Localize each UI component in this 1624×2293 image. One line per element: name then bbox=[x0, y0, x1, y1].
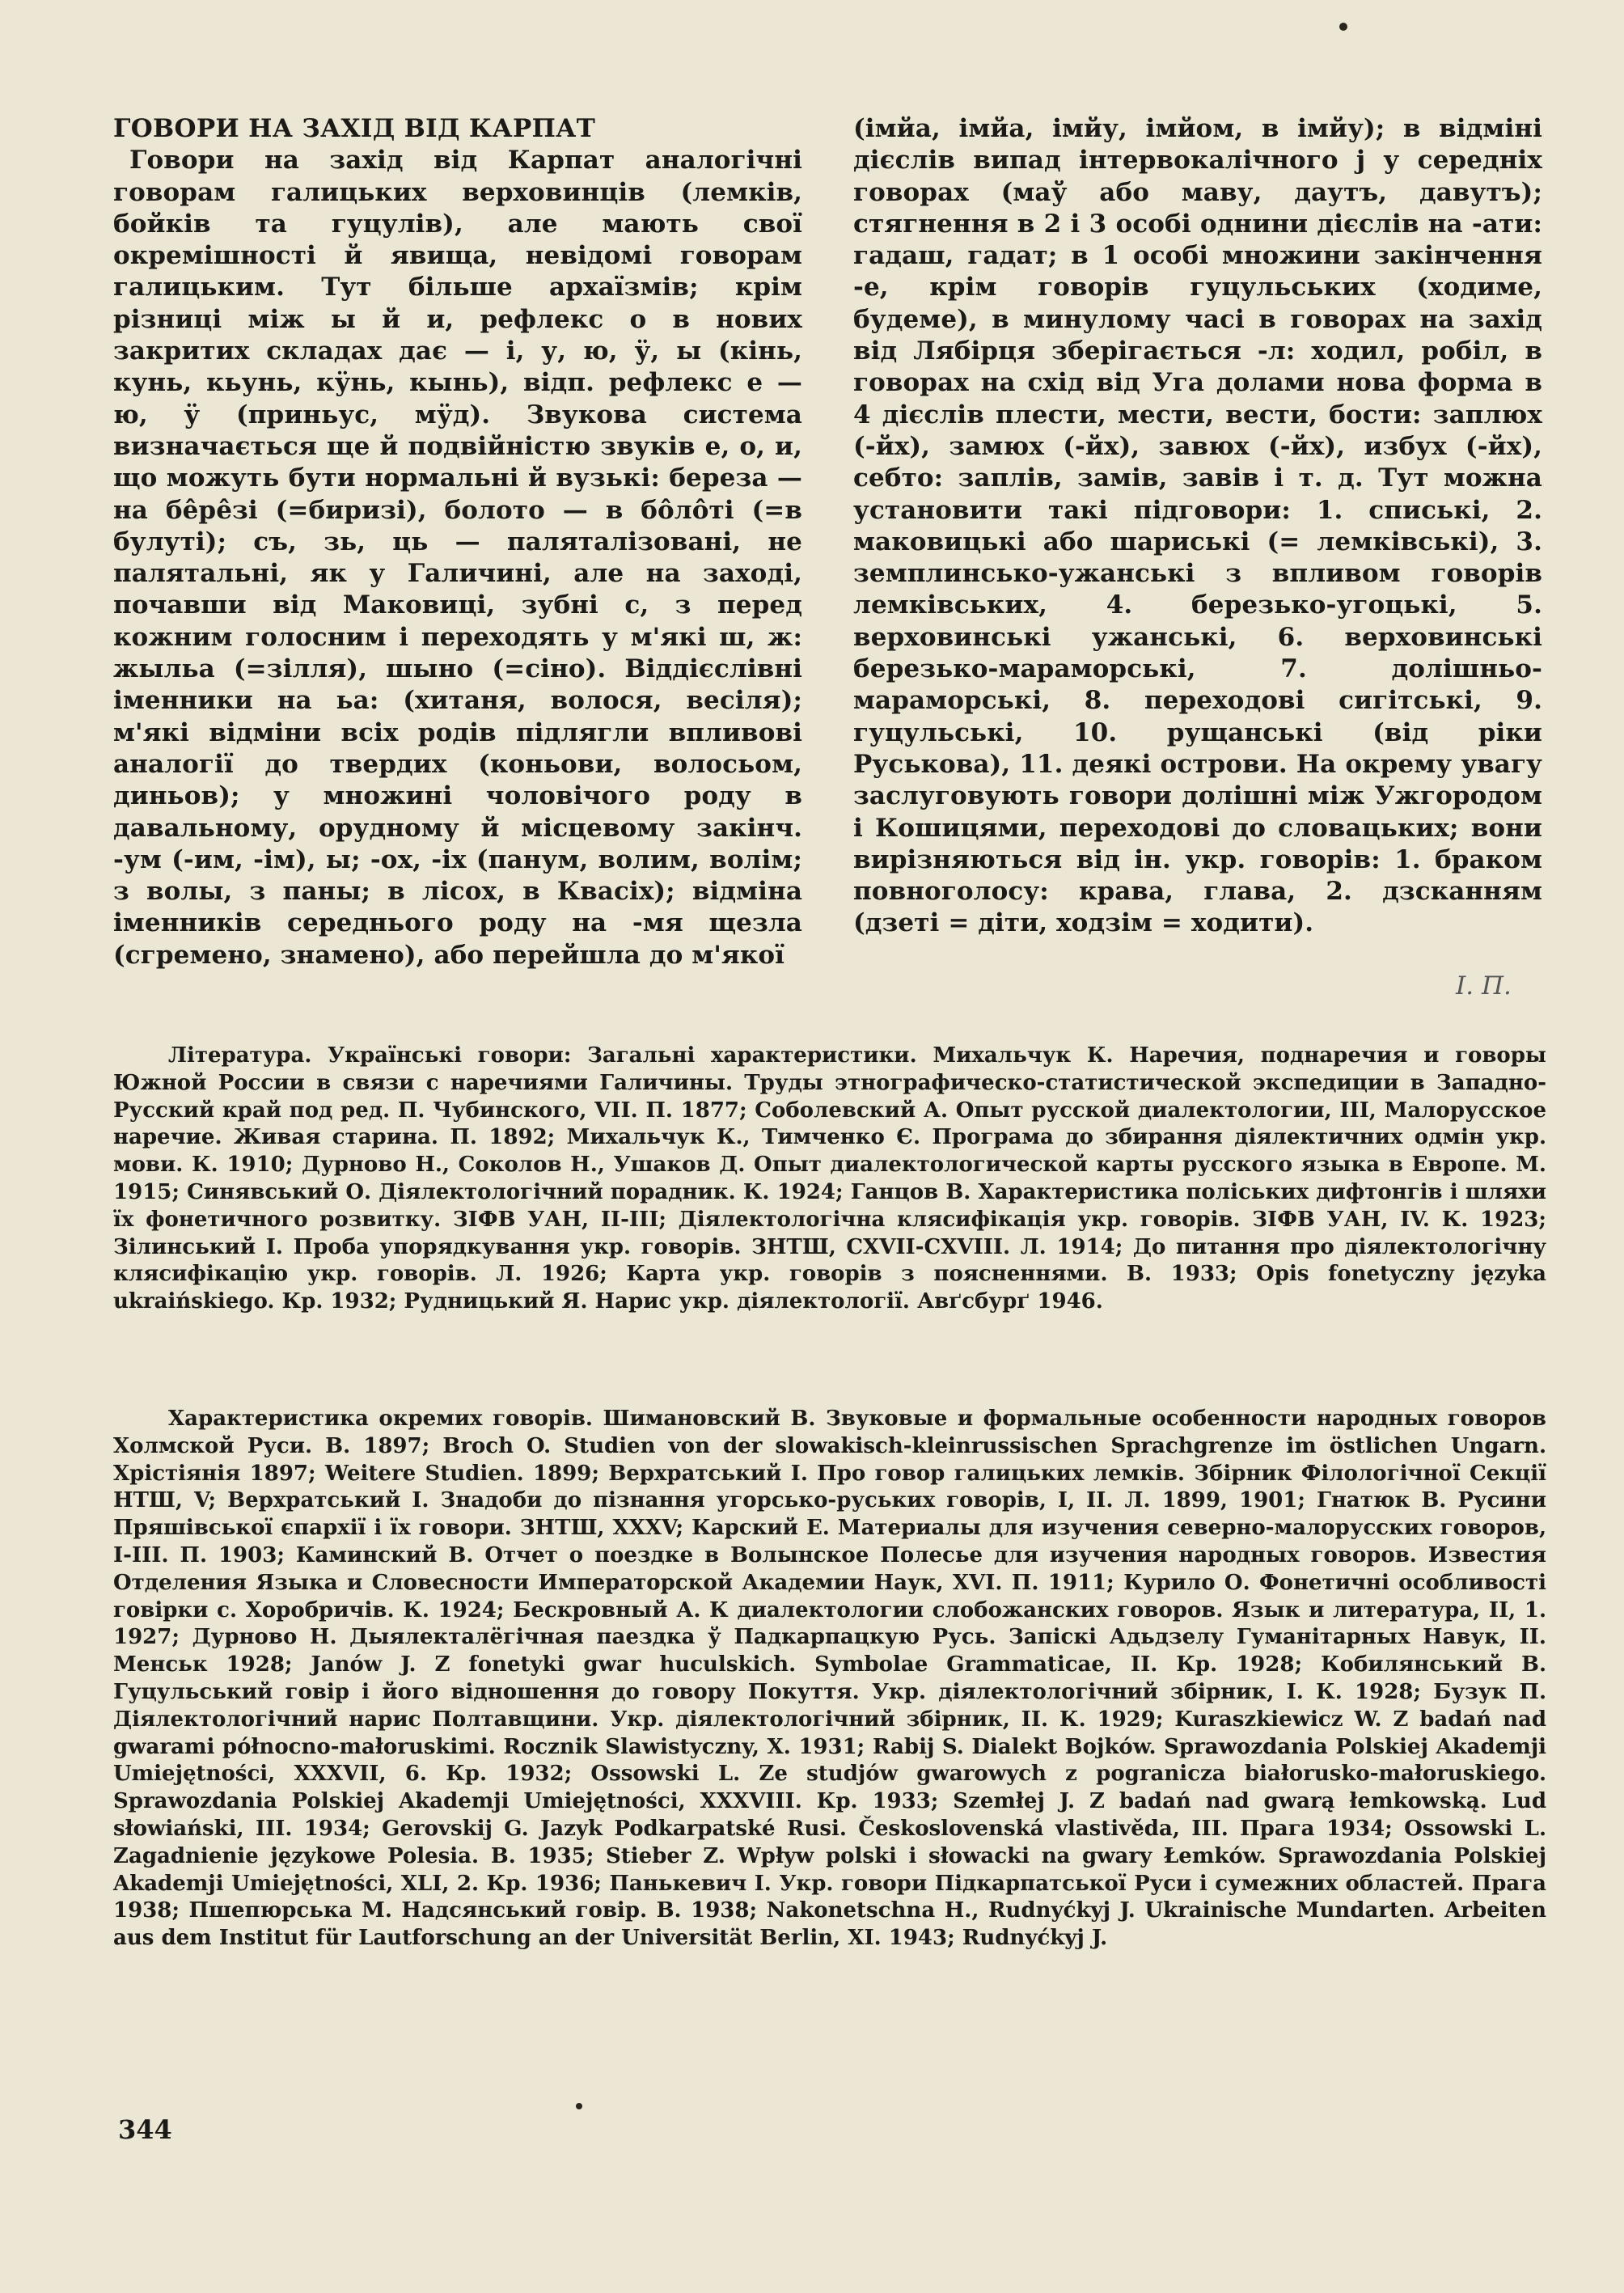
page-number: 344 bbox=[118, 2114, 172, 2145]
ink-speck bbox=[1339, 23, 1347, 31]
ink-speck bbox=[576, 2103, 582, 2109]
literature-paragraph-general: Література. Українські говори: Загальні характеристики. Михальчук К. Наречия, поднаречия и говоры Южной России в связи с наречиями Галичины. Труды этнографическо-статистической экспедиции в Западно-Русский край под ред. П. Чубинского, VII. П. 1877; Соболевский А. Опыт русской диалектологии, III, Малорусское наречие. Живая старина. П. 1892; Михальчук К., Тимченко Є. Програма до збирання діялектичних одмін укр. мови. К. 1910; Дурново Н., Соколов Н., Ушаков Д. Опыт диалектологической карты русского языка в Европе. М. 1915; Синявський О. Діялектологічний порадник. К. 1924; Ганцов В. Характеристика поліських дифтонгів і шляхи їх фонетичного розвитку. ЗІФВ УАН, II-III; Діялектологічна клясифікація укр. говорів. ЗІФВ УАН, IV. К. 1923; Зілинський І. Проба упорядкування укр. говорів. ЗНТШ, CXVII-CXVIII. Л. 1914; До питання про діялектологічну клясифікацію укр. говорів. Л. 1926; Карта укр. говорів з поясненнями. В. 1933; Opis fonetyczny języka ukraińskiego. Кр. 1932; Рудницький Я. Нарис укр. діялектології. Авґсбурґ 1946. bbox=[113, 1043, 1546, 1314]
left-column bbox=[113, 113, 802, 971]
author-initials: І. П. bbox=[1456, 971, 1512, 1001]
literature-paragraph-dialects: Характеристика окремих говорів. Шимановский В. Звуковые и формальные особенности народных говоров Холмской Руси. В. 1897; Broch O. Studien von der slowakisch-kleinrussischen Sprachgrenze im östlichen Ungarn. Хрістіянія 1897; Weitere Studien. 1899; Верхратський І. Про говор галицьких лемків. Збірник Філологічної Секції НТШ, V; Верхратський І. Знадоби до пізнання угорсько-руських говорів, І, ІІ. Л. 1899, 1901; Гнатюк В. Русини Пряшівської єпархії і їх говори. ЗНТШ, XXXV; Карский Е. Материалы для изучения северно-малорусских говоров, I-III. П. 1903; Каминский В. Отчет о поездке в Волынское Полесье для изучения народных говоров. Известия Отделения Языка и Словесности Императорской Академии Наук, XVI. П. 1911; Курило О. Фонетичні особливості говірки с. Хоробричів. К. 1924; Бескровный А. К диалектологии слобожанских говоров. Язык и литература, II, 1. 1927; Дурново Н. Дыялекталёгічная паездка ў Падкарпацкую Русь. Запіскі Адьдзелу Гуманітарных Навук, II. Менськ 1928; Janów J. Z fonetyki gwar huculskich. Symbolae Grammaticae, II. Кр. 1928; Кобилянський В. Гуцульський говір і його відношення до говору Покуття. Укр. діялектологічний збірник, І. К. 1928; Бузук П. Діялектологічний нарис Полтавщини. Укр. діялектологічний збірник, II. К. 1929; Kuraszkiewicz W. Z badań nad gwarami północno-małoruskimi. Rocznik Slawistyczny, X. 1931; Rabij S. Dialekt Bojków. Sprawozdania Polskiej Akademji Umiejętności, XXXVII, 6. Кр. 1932; Ossowski L. Ze studjów gwarowych z pogranicza białorusko-małoruskiego. Sprawozdania Polskiej Akademji Umiejętności, XXXVIII. Кр. 1933; Szemłej J. Z badań nad gwarą łemkowską. Lud słowiański, III. 1934; Gerovskij G. Jazyk Podkarpatské Rusi. Československá vlastivěda, III. Прага 1934; Ossowski L. Zagadnienie językowe Polesia. В. 1935; Stieber Z. Wpływ polski i słowacki na gwary Łemków. Sprawozdania Polskiej Akademji Umiejętności, XLI, 2. Кр. 1936; Панькевич І. Укр. говори Підкарпатської Руси і сумежних областей. Прага 1938; Пшепюрська М. Надсянський говір. В. 1938; Nakonetschna H., Rudnyćkyj J. Ukrainische Mundarten. Arbeiten aus dem Institut für Lautforschung an der Universität Berlin, XI. 1943; Rudnyćkyj J. bbox=[113, 1407, 1546, 1951]
article-heading: ГОВОРИ НА ЗАХІД ВІД КАРПАТ bbox=[113, 114, 596, 143]
left-column-text: Говори на захід від Карпат аналогічні говорам галицьких верховинців (лемків, бойків та гуцулів), але мають свої окремішності й явища, невідомі говорам галицьким. Тут більше архаїзмів; крім різниці між ы й и, рефлекс о в нових закритих складах дає — і, у, ю, ӱ, ы (кінь, кунь, кьунь, кӱнь, кынь), відп. рефлекс е — ю, ӱ (приньус, мӱд). Звукова система визначається ще й подвійністю звуків е, о, и, що можуть бути нормальні й вузькі: береза — на бе̂ре̂зі (=биризі), болото — в бо̂ло̂ті (=в булуті); съ, зь, ць — паляталізовані, не палятальні, як у Галичині, але на заході, почавши від Маковиці, зубні с, з перед кожним голосним і переходять у м'які ш, ж: жыльа (=зілля), шыно (=сіно). Віддієслівні іменники на ьа: (хитаня, волося, весіля); м'які відміни всіх родів підлягли впливові аналогії до твердих (коньови, волосьом, диньов); у множині чоловічого роду в давальному, орудному й місцевому закінч. -ум (-им, -ім), ы; -ох, -іх (панум, волим, волім; з волы, з паны; в лісох, в Квасіх); відміна іменників середнього роду на -мя щезла (сгремено, знамено), або перейшла до м'якої bbox=[113, 146, 802, 970]
right-column-text: (імйа, імйа, імйу, імйом, в імйу); в відміні дієслів випад інтервокалічного j у середніх говорах (маў або маву, даутъ, давутъ); стягнення в 2 і 3 особі однини дієслів на -ати: гадаш, гадат; в 1 особі множини закінчення -е, крім говорів гуцульських (ходиме, будеме), в минулому часі в говорах на захід від Лябірця зберігається -л: ходил, робіл, в говорах на схід від Уга долами нова форма в 4 дієслів плести, мести, вести, бости: заплюх (-йх), замюх (-йх), завюх (-йх), избух (-йх), себто: заплів, замів, завів і т. д. Тут можна установити такі підговори: 1. спиські, 2. маковицькі або шариські (= лемківські), 3. земплинсько-ужанські з впливом говорів лемківських, 4. березько-угоцькі, 5. верховинські ужанські, 6. верховинські березько-мараморські, 7. долішньо-мараморські, 8. переходові сигітські, 9. гуцульські, 10. рущанські (від ріки Руськова), 11. деякі острови. На окрему увагу заслуговують говори долішні між Ужгородом і Кошицями, переходові до словацьких; вони вирізняються від ін. укр. говорів: 1. браком повноголосу: крава, глава, 2. дзсканням (дзеті = діти, ходзім = ходити). bbox=[853, 114, 1542, 938]
right-column bbox=[853, 113, 1542, 940]
